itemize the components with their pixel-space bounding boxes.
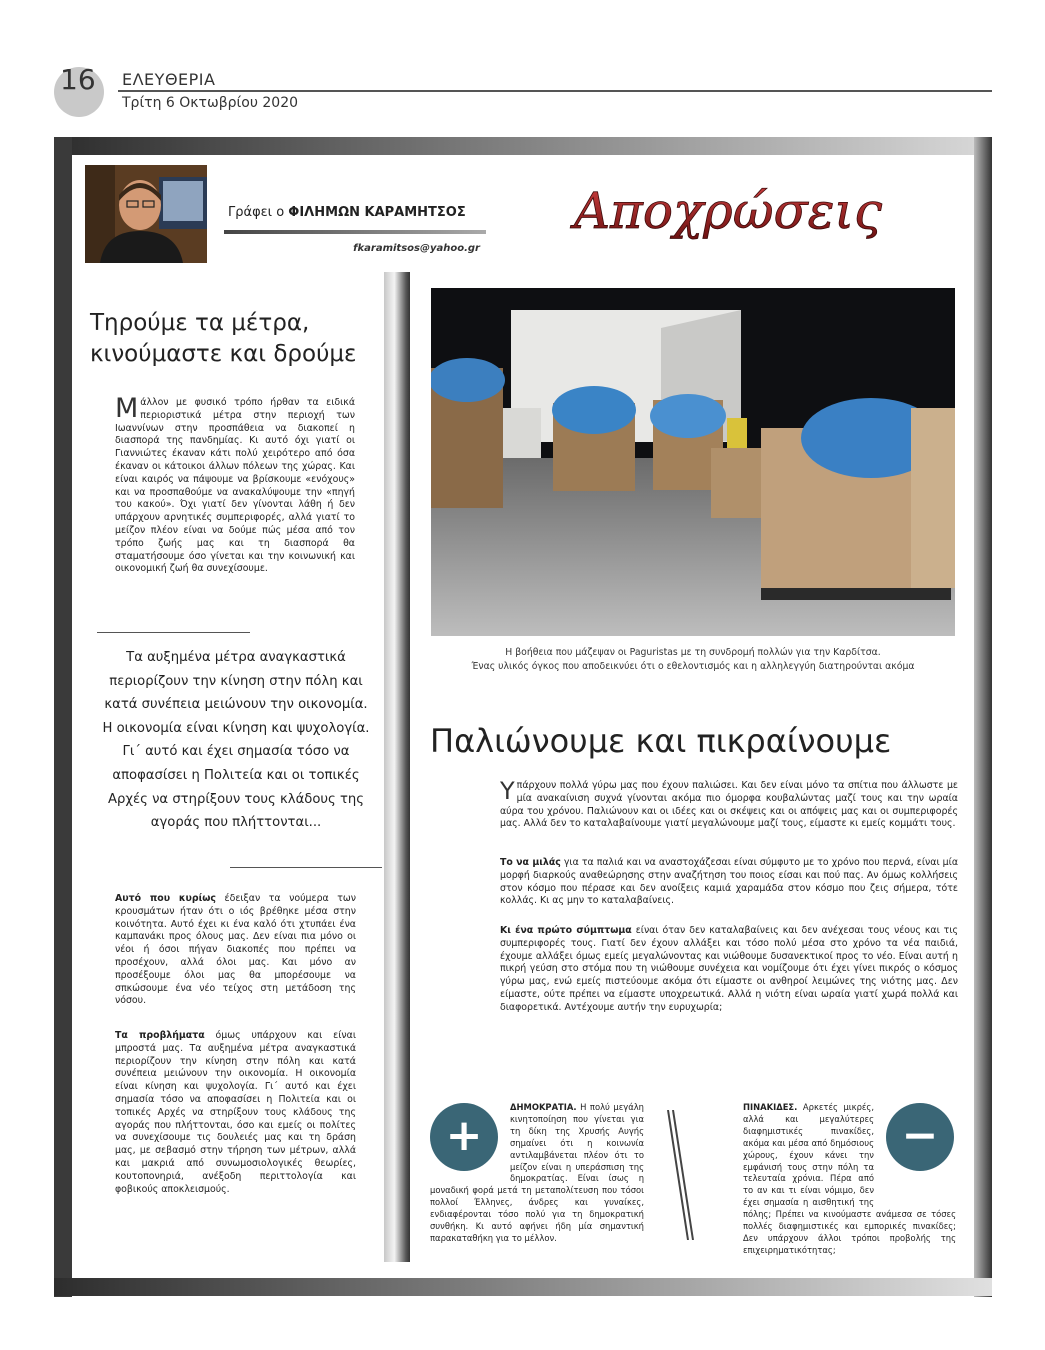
byline-rule (224, 230, 486, 234)
right-article-paragraph-2: Το να μιλάς για τα παλιά και να αναστοχάζεσαι είναι σύμφυτο με το χρόνο που περνά, είναι μία μορφή διαρκούς αναθεώρησης στην αναζήτηση του ποιος είσαι και πού πας. Αν όμως κολλήσεις στον κόσμο που πέρασε και δεν ανοίξεις καμιά χαραμάδα στον κόσμο που ζεις σήμερα, τότε κολλάς. Κι ας μην το καταλαβαίνεις. (500, 857, 958, 907)
header-rule (118, 90, 992, 92)
author-byline: Γράφει ο ΦΙΛΗΜΩΝ ΚΑΡΑΜΗΤΣΟΣ (228, 205, 466, 220)
left-article-paragraph-2: Αυτό που κυρίως έδειξαν τα νούμερα των κρουσμάτων ήταν ότι ο ιός βρέθηκε μέσα στην κοινότητα. Αυτό έχει κι ένα καλό ότι χτυπάει ένα καμπανάκι προς όλους μας. Δεν είναι πια μόνο οι νέοι ή όσοι πήγαν διακοπές που πρέπει να προσέχουν, αλλά όλοι μας. Και μόνο αν προσέξουμε όλοι μας θα μπορέσουμε να σπκώσουμε ένα νέο τείχος στη μετάδοση της νόσου. (115, 893, 356, 1007)
right-article-paragraph-1: Υπάρχουν πολλά γύρω μας που έχουν παλιώσει. Και δεν είναι μόνο τα σπίτια που άλλωστε με μία ανακαίνιση συχνά γίνονται ακόμα πιο όμορφα κουβαλώντας μαζί τους και την ωραία αύρα του χρόνου. Παλιώνουν και οι ιδέες και οι σκέψεις και οι απόψεις μας και οι συμπεριφορές μας. Αλλά δεν το καταλαβαίνουμε γιατί μεγαλώνουμε μαζί τους, είμαστε κι εμείς κομμάτι τους. (500, 777, 958, 830)
column-logo (528, 178, 928, 248)
plus-minus-divider (660, 1110, 700, 1240)
left-article-title: Τηρούμε τα μέτρα, κινούμαστε και δρούμε (90, 310, 357, 367)
left-article-paragraph-3: Τα προβλήματα όμως υπάρχουν και είναι μπροστά μας. Τα αυξημένα μέτρα αναγκαστικά περιορίζουν την κίνηση στην πόλη και κατά συνέπεια μειώνουν την οικονομία. Η οικονομία είναι κίνηση και ψυχολογία. Γι΄ αυτό και έχει σημασία τόσο να αποφασίσει η Πολιτεία και οι τοπικές Αρχές να στηρίξουν τους κλάδους της αγοράς που πλήττονται, όσο και εμείς οι πολίτες να συνεχίσουμε τις δουλειές μας και τη δράση μας, με σεβασμό στην τήρηση των μέτρων, αλλά και μακριά από συνωμοσιολογικές θεωρίες, κουτοπονηριά, ανέξοδη περιττολογία και φοβικούς αποκλεισμούς. (115, 1030, 357, 1195)
minus-float-spacer (874, 1102, 956, 1198)
pull-quote: Τα αυξημένα μέτρα αναγκαστικά περιορίζουν την κίνηση στην πόλη και κατά συνέπεια μειώνουν την οικονομία. Η οικονομία είναι κίνηση και ψυχολογία. Γι΄ αυτό και έχει σημασία τόσο να αποφασίσει η Πολιτεία και οι τοπικές Αρχές να στηρίξουν τους κλάδους της αγοράς που πλήττονται... (102, 650, 370, 831)
photo-caption: Η βοήθεια που μάζεψαν οι Paguristas με τη συνδρομή πολλών για την Καρδίτσα. Ένας υλικός όγκος που αποδεικνύει ότι ο εθελοντισμός και η αλληλεγγύη διατηρούνται ακόμα (471, 647, 915, 672)
pull-quote-rule-bottom (230, 867, 382, 868)
column-logo-text: Αποχρώσεις (573, 182, 883, 240)
issue-date: Τρίτη 6 Οκτωβρίου 2020 (122, 95, 299, 111)
drop-cap: Μ (115, 393, 139, 424)
right-article-title: Παλιώνουμε και πικραίνουμε (430, 722, 892, 760)
drop-cap: Υ (500, 777, 515, 805)
minus-icon: − (886, 1103, 954, 1171)
right-article-paragraph-3: Κι ένα πρώτο σύμπτωμα είναι όταν δεν καταλαβαίνεις και δεν ανέχεσαι τους νέους και τις συμπεριφορές τους. Γιατί δεν έχουν αλλάξει και τόσο πολύ μέσα στο χρόνο τα νέα παιδιά, έχουμε αλλάξει όμως εμείς μεγαλώνοντας και νιώθουμε δυσανεκτικοί προς το νέο. Είναι αυτή η πικρή γεύση στο στόμα που τη νιώθουμε συνέχεια και νομίζουμε ότι έχει γίνει πικρός ο κόσμος γύρω μας, ενώ εμείς πιστεύουμε ακόμα ότι είμαστε οι ανθηροί λειμώνες της νιότης μας. Δεν είμαστε, ούτε πρέπει να είμαστε υποχρεωτικά. Αλλά η νιότη είναι ωραία γιατί χωρά πολλά και διαφορετικά. Αντέχουμε αυτήν την ευρυχωρία; (500, 925, 959, 1013)
left-article-paragraph-1: Μάλλον με φυσικό τρόπο ήρθαν τα ειδικά περιοριστικά μέτρα στην περιοχή των Ιωαννίνων στην προσπάθεια να διακοπεί η διασπορά της πανδημίας. Κι αυτό όχι γιατί οι Γιαννιώτες έκαναν κάτι πολύ χειρότερο από όσα έκαναν οι κάτοικοι άλλων πόλεων της χώρας. Και είναι καιρός να πάψουμε να βρίσκουμε «ενόχους» και να προσπαθούμε να ανακαλύψουμε την «πηγή του κακού». Όχι γιατί δεν γίνονται λάθη ή δεν υπάρχουν αρνητικές συμπεριφορές, αλλά γιατί το μείζον πλέον είναι να δούμε πώς μέσα από τον τρόπο ζωής μας και τη διασπορά θα σταματήσουμε όσο γίνεται και την κοινωνική και οικονομική ζωή θα συνεχίσουμε. (115, 393, 355, 575)
newspaper-name: ΕΛΕΥΘΕΡΙΑ (122, 70, 216, 89)
frame-left-bar (54, 137, 72, 1297)
pull-quote-rule-top (97, 632, 250, 633)
page-number: 16 (60, 63, 96, 96)
plus-note: ΔΗΜΟΚΡΑΤΙΑ. Η πολύ μεγάλη κινητοποίηση που γίνεται για τη δίκη της Χρυσής Αυγής σημαίνει ότι η κοινωνία αντιλαμβάνεται πλέον ότι το μείζον είναι η υπεράσπιση της δημοκρατίας. Είναι ίσως η μοναδική φορά μετά τη μεταπολίτευση που τόσοι πολλοί Έλληνες, άνδρες και γυναίκες, ενδιαφέρονται τόσο πολύ για τη δημοκρατική συνθήκη. Κι αυτό αφήνει ήδη μία σημαντική παρακαταθήκη για το μέλλον. (430, 1102, 644, 1243)
frame-right-bar (974, 137, 992, 1297)
aid-supplies-photo (431, 288, 955, 636)
plus-icon: + (430, 1103, 498, 1171)
author-photo (85, 165, 207, 263)
frame-bottom-bar (54, 1278, 992, 1296)
frame-top-bar (54, 137, 992, 155)
plus-float-spacer (430, 1102, 510, 1174)
column-separator (384, 272, 410, 1262)
minus-note: ΠΙΝΑΚΙΔΕΣ. Αρκετές μικρές, αλλά και μεγαλύτερες διαφημιστικές πινακίδες, ακόμα και μέσα από δημόσιους χώρους, έχουν κάνει την εμφάνισή τους στην πόλη τα τελευταία χρόνια. Πέρα από το αν και τι είναι νόμιμο, δεν έχει σημασία η αισθητική της πόλης; Πρέπει να κινούμαστε ανάμεσα σε τόσες πολλές διαφημιστικές και εμπορικές πινακίδες; Δεν υπάρχουν άλλοι τρόποι προβολής της επιχειρηματικότητας; (743, 1102, 956, 1255)
author-name: ΦΙΛΗΜΩΝ ΚΑΡΑΜΗΤΣΟΣ (288, 205, 466, 220)
author-email[interactable]: fkaramitsos@yahoo.gr (353, 243, 480, 254)
